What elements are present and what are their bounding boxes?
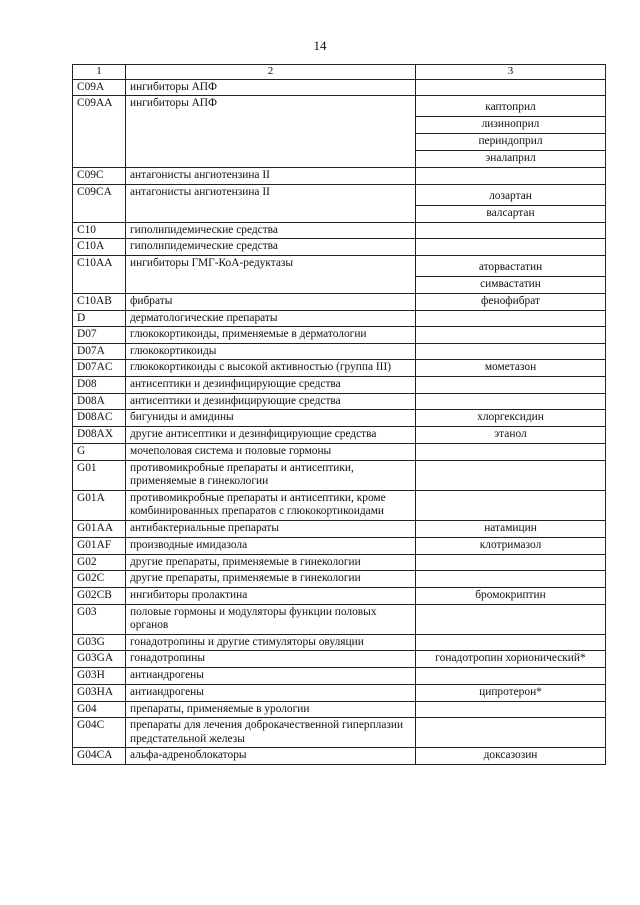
table-row	[73, 427, 606, 444]
table-row	[73, 537, 606, 554]
atc-code-cell: C10A	[73, 239, 126, 256]
drug-name: натамицин	[484, 521, 537, 534]
atc-code-cell: C10	[73, 222, 126, 239]
atc-code-cell: G02CB	[73, 587, 126, 604]
drug-name: мометазон	[484, 361, 537, 373]
drug-names-cell	[416, 668, 606, 685]
group-description-cell: ингибиторы пролактина	[126, 587, 416, 604]
atc-code-cell: G04CA	[73, 748, 126, 765]
table-body	[73, 79, 606, 765]
group-description-cell: антагонисты ангиотензина II	[126, 184, 416, 222]
table-row	[73, 255, 606, 293]
drug-name: доксазозин	[483, 749, 538, 761]
group-description-cell: фибраты	[126, 293, 416, 310]
group-description-cell: антибактериальные препараты	[126, 520, 416, 537]
group-description-cell: другие препараты, применяемые в гинекологии	[126, 554, 416, 571]
drug-names-cell	[416, 222, 606, 239]
atc-code-cell: G04C	[73, 718, 126, 748]
table-row	[73, 634, 606, 651]
table-row	[73, 684, 606, 701]
table-row	[73, 554, 606, 571]
table-header-row	[73, 65, 606, 80]
atc-code-cell: G03G	[73, 634, 126, 651]
table-row	[73, 748, 606, 765]
drug-name: ципротерон*	[479, 685, 542, 698]
header-col-1: 1	[73, 65, 126, 80]
drug-names-cell	[416, 444, 606, 461]
group-description-cell: другие препараты, применяемые в гинекологии	[126, 571, 416, 588]
atc-code-cell: C09AA	[73, 96, 126, 168]
drug-names-cell	[416, 554, 606, 571]
table-row	[73, 410, 606, 427]
drug-names-cell	[416, 327, 606, 344]
drug-names-cell	[416, 255, 606, 293]
group-description-cell: ингибиторы ГМГ-КоА-редуктазы	[126, 255, 416, 293]
table-row	[73, 587, 606, 604]
group-description-cell: антиандрогены	[126, 684, 416, 701]
group-description-cell: препараты, применяемые в урологии	[126, 701, 416, 718]
table-row	[73, 651, 606, 668]
drug-name: эналаприл	[416, 150, 605, 167]
table-row	[73, 393, 606, 410]
drug-names-cell	[416, 184, 606, 222]
drug-name: клотримазол	[479, 538, 542, 551]
atc-code-cell: C10AB	[73, 293, 126, 310]
drug-names-cell	[416, 490, 606, 520]
group-description-cell: половые гормоны и модуляторы функции половых органов	[126, 604, 416, 634]
drug-names-cell	[416, 520, 606, 537]
atc-code-cell: D07A	[73, 343, 126, 360]
atc-code-cell: G01	[73, 460, 126, 490]
atc-code-cell: C10AA	[73, 255, 126, 293]
group-description-cell: антагонисты ангиотензина II	[126, 168, 416, 185]
drug-names-cell	[416, 571, 606, 588]
drug-name: валсартан	[416, 205, 605, 222]
atc-code-cell: G	[73, 444, 126, 461]
drug-names-cell	[416, 651, 606, 668]
atc-code-cell: G01AA	[73, 520, 126, 537]
drug-names-cell	[416, 168, 606, 185]
atc-code-cell: D07AC	[73, 360, 126, 377]
group-description-cell: антисептики и дезинфицирующие средства	[126, 393, 416, 410]
group-description-cell: ингибиторы АПФ	[126, 79, 416, 96]
atc-code-cell: G01AF	[73, 537, 126, 554]
group-description-cell: мочеполовая система и половые гормоны	[126, 444, 416, 461]
group-description-cell: альфа-адреноблокаторы	[126, 748, 416, 765]
drug-names-cell	[416, 79, 606, 96]
table-row	[73, 222, 606, 239]
drug-name: бромокриптин	[475, 588, 546, 601]
group-description-cell: антисептики и дезинфицирующие средства	[126, 377, 416, 394]
drug-names-cell	[416, 427, 606, 444]
drug-name: симвастатин	[416, 276, 605, 293]
table-row	[73, 343, 606, 360]
drug-name: лозартан	[489, 189, 532, 202]
table-row	[73, 168, 606, 185]
drug-names-cell	[416, 343, 606, 360]
atc-code-cell: G04	[73, 701, 126, 718]
table-row	[73, 701, 606, 718]
atc-code-cell: D	[73, 310, 126, 327]
group-description-cell: дерматологические препараты	[126, 310, 416, 327]
table-row	[73, 520, 606, 537]
drug-name: аторвастатин	[478, 260, 543, 273]
group-description-cell: производные имидазола	[126, 537, 416, 554]
drug-name: лизиноприл	[416, 116, 605, 133]
group-description-cell: глюкокортикоиды с высокой активностью (группа III)	[126, 360, 416, 377]
group-description-cell: глюкокортикоиды	[126, 343, 416, 360]
drug-names-cell	[416, 604, 606, 634]
group-description-cell: гонадотропины и другие стимуляторы овуляции	[126, 634, 416, 651]
atc-code-cell: G03GA	[73, 651, 126, 668]
group-description-cell: противомикробные препараты и антисептики, применяемые в гинекологии	[126, 460, 416, 490]
drug-names-cell	[416, 701, 606, 718]
drug-names-cell	[416, 377, 606, 394]
header-col-3: 3	[416, 65, 606, 80]
table-row	[73, 327, 606, 344]
drug-names-cell	[416, 718, 606, 748]
group-description-cell: другие антисептики и дезинфицирующие средства	[126, 427, 416, 444]
atc-code-cell: D08AC	[73, 410, 126, 427]
table-row	[73, 718, 606, 748]
drug-name: каптоприл	[485, 101, 536, 113]
table-row	[73, 444, 606, 461]
table-row	[73, 96, 606, 168]
group-description-cell: гиполипидемические средства	[126, 239, 416, 256]
table-row	[73, 571, 606, 588]
table-row	[73, 239, 606, 256]
group-description-cell: гиполипидемические средства	[126, 222, 416, 239]
drug-names-cell	[416, 96, 606, 168]
group-description-cell: противомикробные препараты и антисептики, кроме комбинированных препаратов с глюкокортикоидами	[126, 490, 416, 520]
atc-code-cell: G01A	[73, 490, 126, 520]
drug-name: гонадотропин хорионический*	[435, 652, 586, 664]
group-description-cell: бигуниды и амидины	[126, 410, 416, 427]
drug-name: фенофибрат	[481, 294, 540, 307]
drug-name: хлоргексидин	[477, 411, 544, 423]
atc-code-cell: D08AX	[73, 427, 126, 444]
page-number: 14	[313, 38, 327, 53]
table-row	[73, 310, 606, 327]
atc-code-cell: D08A	[73, 393, 126, 410]
group-description-cell: глюкокортикоиды, применяемые в дерматологии	[126, 327, 416, 344]
atc-code-cell: D08	[73, 377, 126, 394]
table-row	[73, 360, 606, 377]
table-row	[73, 604, 606, 634]
atc-code-cell: G03HA	[73, 684, 126, 701]
drug-names-cell	[416, 634, 606, 651]
drug-names-cell	[416, 684, 606, 701]
group-description-cell: ингибиторы АПФ	[126, 96, 416, 168]
drug-name: периндоприл	[416, 133, 605, 150]
header-col-2: 2	[126, 65, 416, 80]
table-row	[73, 668, 606, 685]
drug-names-cell	[416, 460, 606, 490]
atc-code-cell: G03H	[73, 668, 126, 685]
drug-names-cell	[416, 360, 606, 377]
atc-code-cell: G02	[73, 554, 126, 571]
atc-code-cell: G03	[73, 604, 126, 634]
table-row	[73, 184, 606, 222]
drug-classification-table	[72, 64, 606, 765]
atc-code-cell: D07	[73, 327, 126, 344]
atc-code-cell: C09CA	[73, 184, 126, 222]
drug-names-cell	[416, 293, 606, 310]
drug-names-cell	[416, 239, 606, 256]
drug-name: этанол	[494, 428, 527, 440]
table-row	[73, 79, 606, 96]
drug-names-cell	[416, 310, 606, 327]
table-row	[73, 460, 606, 490]
atc-code-cell: C09C	[73, 168, 126, 185]
drug-names-cell	[416, 410, 606, 427]
group-description-cell: антиандрогены	[126, 668, 416, 685]
atc-code-cell: C09A	[73, 79, 126, 96]
atc-code-cell: G02C	[73, 571, 126, 588]
drug-names-cell	[416, 587, 606, 604]
group-description-cell: гонадотропины	[126, 651, 416, 668]
group-description-cell: препараты для лечения доброкачественной гиперплазии предстательной железы	[126, 718, 416, 748]
table-row	[73, 377, 606, 394]
drug-names-cell	[416, 537, 606, 554]
drug-names-cell	[416, 748, 606, 765]
drug-names-cell	[416, 393, 606, 410]
table-row	[73, 490, 606, 520]
table-row	[73, 293, 606, 310]
